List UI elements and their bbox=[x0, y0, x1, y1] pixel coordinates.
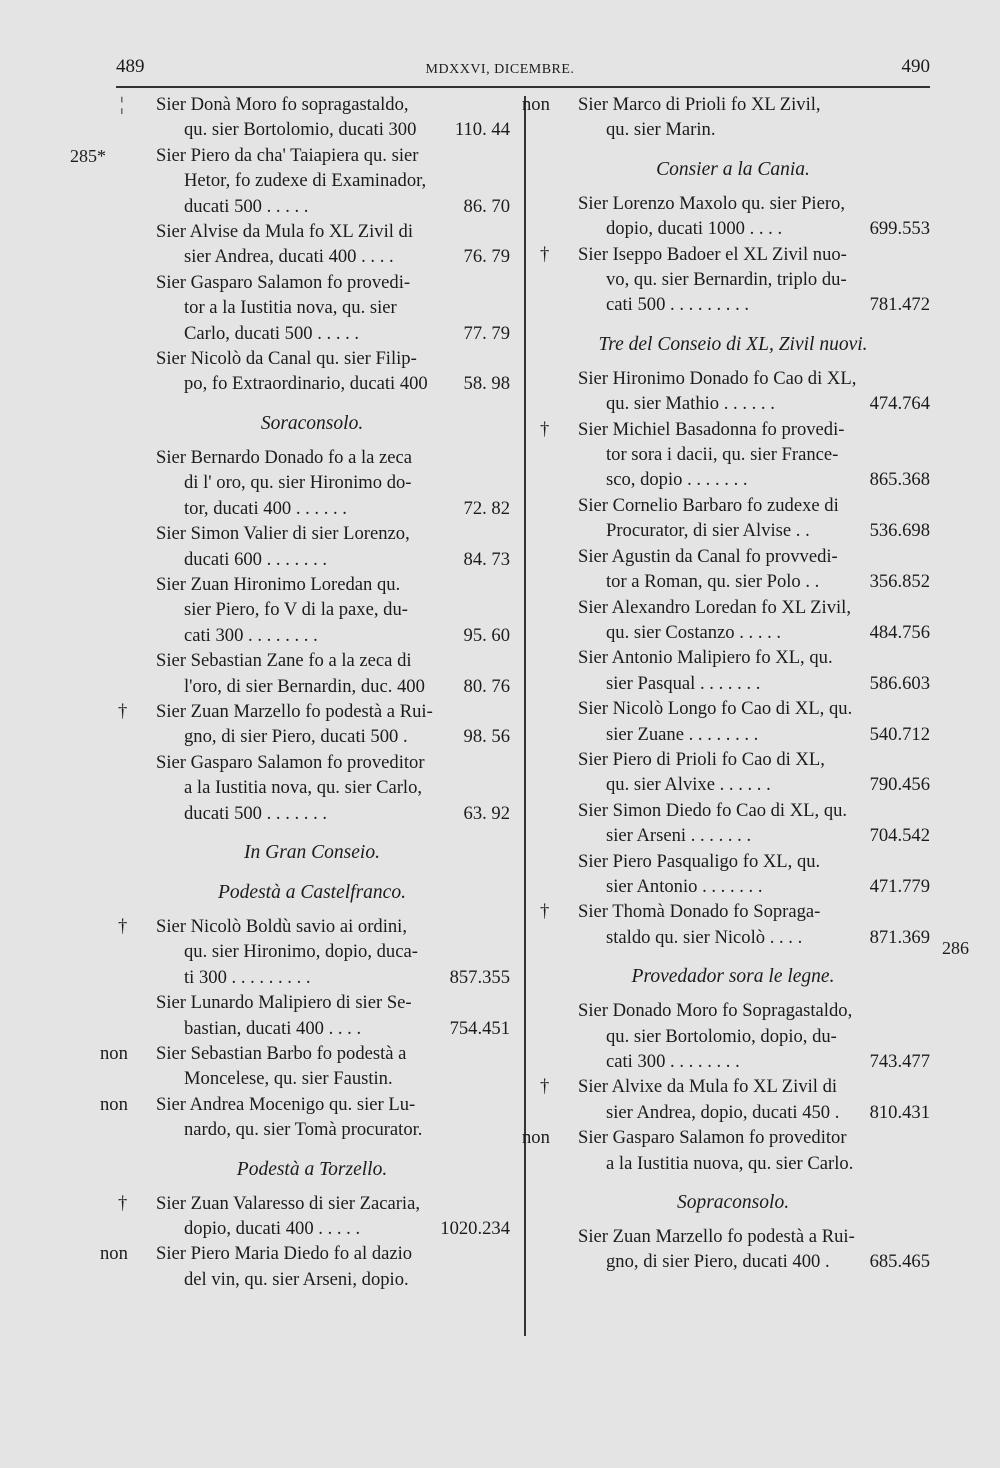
entry-text: Sier Agustin da Canal fo provvedi- bbox=[578, 545, 838, 567]
right-margin-number: 286 bbox=[942, 938, 969, 958]
ballot-entry bbox=[536, 899, 930, 950]
entry-text: sier Antonio . . . . . . . bbox=[606, 875, 763, 897]
ballot-entry bbox=[536, 645, 930, 696]
ballot-entry bbox=[114, 914, 510, 990]
ballot-entry bbox=[114, 521, 510, 572]
entry-text: dopio, ducati 400 . . . . . bbox=[184, 1218, 361, 1240]
entry-mark: † bbox=[540, 901, 550, 923]
entry-text: sier Pasqual . . . . . . . bbox=[606, 672, 761, 694]
section-heading: Podestà a Castelfranco. bbox=[218, 881, 406, 903]
entry-mark: non bbox=[522, 1127, 550, 1149]
entry-text: qu. sier Costanzo . . . . . bbox=[606, 621, 782, 643]
ballot-entry bbox=[114, 270, 510, 346]
vote-value: 540.712 bbox=[869, 723, 930, 745]
entry-text: Sier Piero Maria Diedo fo al dazio bbox=[156, 1243, 413, 1265]
ballot-entry bbox=[100, 1092, 510, 1143]
vote-value: 685.465 bbox=[869, 1251, 930, 1273]
left-column bbox=[100, 92, 510, 1292]
entry-text: gno, di sier Piero, ducati 400 . bbox=[606, 1251, 830, 1273]
ballot-entry bbox=[536, 696, 930, 747]
entry-text: Sier Gasparo Salamon fo proveditor bbox=[156, 751, 425, 773]
ballot-entry bbox=[536, 1074, 930, 1125]
entry-text: tor a Roman, qu. sier Polo . . bbox=[606, 571, 820, 593]
section-heading: In Gran Conseio. bbox=[244, 841, 380, 863]
ballot-entry bbox=[114, 990, 510, 1041]
header-rule bbox=[116, 86, 930, 88]
vote-value: 58. 98 bbox=[463, 373, 510, 395]
vote-value: 84. 73 bbox=[463, 548, 510, 570]
vote-value: 810.431 bbox=[869, 1101, 930, 1123]
ballot-entry bbox=[536, 417, 930, 493]
vote-value: 743.477 bbox=[869, 1051, 930, 1072]
entry-text: ducati 600 . . . . . . . bbox=[184, 548, 328, 570]
section-heading: Sopraconsolo. bbox=[676, 1192, 790, 1214]
vote-value: 86. 70 bbox=[463, 195, 510, 217]
entry-text: Sier Marco di Prioli fo XL Zivil, bbox=[578, 94, 821, 115]
vote-value: 484.756 bbox=[869, 621, 930, 643]
entry-text: ducati 500 . . . . . . . bbox=[184, 802, 328, 824]
entry-text: Sier Thomà Donado fo Sopraga- bbox=[578, 901, 821, 923]
entry-text: Sier Zuan Marzello fo podestà a Rui- bbox=[578, 1226, 855, 1248]
section-heading: Podestà a Torzello. bbox=[236, 1158, 388, 1180]
entry-mark: ¦ bbox=[120, 94, 124, 115]
entry-mark: † bbox=[118, 1192, 128, 1214]
ballot-entry bbox=[536, 493, 930, 544]
entry-text: Sier Alexandro Loredan fo XL Zivil, bbox=[578, 596, 851, 618]
entry-text: qu. sier Marin. bbox=[606, 119, 716, 141]
ballot-entry bbox=[114, 346, 510, 397]
vote-value: 110. 44 bbox=[454, 119, 510, 141]
entry-mark: non bbox=[100, 1043, 128, 1064]
entry-text: qu. sier Hironimo, dopio, duca- bbox=[184, 941, 418, 963]
vote-value: 63. 92 bbox=[463, 802, 510, 824]
entry-text: di l' oro, qu. sier Hironimo do- bbox=[184, 472, 412, 494]
entry-mark: † bbox=[540, 1076, 550, 1098]
entry-text: tor, ducati 400 . . . . . . bbox=[184, 497, 347, 519]
entry-text: Sier Zuan Hironimo Loredan qu. bbox=[156, 573, 401, 595]
entry-text: sier Arseni . . . . . . . bbox=[606, 825, 752, 847]
ballot-entry bbox=[100, 1241, 510, 1292]
ballot-entry bbox=[536, 1224, 930, 1275]
vote-value: 77. 79 bbox=[463, 322, 510, 344]
vote-value: 536.698 bbox=[869, 520, 930, 542]
entry-text: staldo qu. sier Nicolò . . . . bbox=[606, 926, 803, 948]
entry-text: Sier Piero da cha' Taiapiera qu. sier bbox=[156, 144, 419, 166]
ballot-entry bbox=[114, 92, 510, 143]
entry-text: cati 300 . . . . . . . . bbox=[184, 624, 318, 646]
entry-text: Sier Simon Diedo fo Cao di XL, qu. bbox=[578, 799, 848, 821]
entry-text: Sier Zuan Valaresso di sier Zacaria, bbox=[156, 1192, 420, 1214]
ballot-entry bbox=[114, 1191, 510, 1242]
ballot-entry bbox=[522, 92, 930, 143]
ballot-entry bbox=[100, 1041, 510, 1092]
entry-text: Sier Iseppo Badoer el XL Zivil nuo- bbox=[578, 243, 847, 265]
entry-text: ti 300 . . . . . . . . . bbox=[184, 966, 311, 988]
entry-text: Sier Sebastian Barbo fo podestà a bbox=[156, 1043, 407, 1064]
ballot-entry bbox=[536, 998, 930, 1074]
entry-text: Sier Michiel Basadonna fo provedi- bbox=[578, 418, 845, 440]
entry-text: Sier Donado Moro fo Sopragastaldo, bbox=[578, 1000, 853, 1022]
entry-text: Procurator, di sier Alvise . . bbox=[606, 520, 810, 542]
entry-text: Sier Bernardo Donado fo a la zeca bbox=[156, 446, 413, 468]
vote-value: 72. 82 bbox=[463, 497, 510, 519]
ballot-entry bbox=[114, 219, 510, 270]
ballot-entry bbox=[536, 366, 930, 417]
entry-text: Sier Andrea Mocenigo qu. sier Lu- bbox=[156, 1093, 416, 1115]
left-page-number: 489 bbox=[116, 56, 145, 77]
ballot-entry bbox=[114, 572, 510, 648]
entry-text: sier Andrea, ducati 400 . . . . bbox=[184, 246, 394, 268]
left-margin-number: 285* bbox=[70, 146, 106, 166]
entry-text: sier Zuane . . . . . . . . bbox=[606, 723, 759, 745]
entry-mark: non bbox=[100, 1243, 128, 1265]
entry-text: Sier Zuan Marzello fo podestà a Rui- bbox=[156, 700, 433, 722]
entry-mark: non bbox=[100, 1093, 128, 1115]
ballot-entry bbox=[114, 445, 510, 521]
entry-text: Sier Piero di Prioli fo Cao di XL, bbox=[578, 748, 825, 770]
right-column bbox=[522, 92, 930, 1275]
vote-value: 474.764 bbox=[869, 393, 930, 415]
entry-text: l'oro, di sier Bernardin, duc. 400 bbox=[184, 675, 425, 697]
ballot-entry bbox=[522, 1125, 930, 1176]
ballot-entry bbox=[536, 849, 930, 900]
vote-value: 95. 60 bbox=[463, 624, 510, 646]
right-page-number: 490 bbox=[901, 56, 930, 77]
entry-text: Sier Lunardo Malipiero di sier Se- bbox=[156, 992, 412, 1014]
entry-text: sco, dopio . . . . . . . bbox=[606, 469, 748, 491]
ballot-entry bbox=[536, 798, 930, 849]
ballot-entry bbox=[114, 699, 510, 750]
vote-value: 754.451 bbox=[449, 1017, 510, 1039]
vote-value: 76. 79 bbox=[463, 246, 510, 268]
running-header: MDXXVI, DICEMBRE. bbox=[425, 62, 575, 77]
entry-mark: † bbox=[540, 418, 550, 440]
vote-value: 1020.234 bbox=[440, 1218, 510, 1240]
vote-value: 471.779 bbox=[869, 875, 930, 897]
entry-text: Carlo, ducati 500 . . . . . bbox=[184, 322, 360, 344]
entry-text: del vin, qu. sier Arseni, dopio. bbox=[184, 1268, 409, 1290]
entry-mark: † bbox=[118, 700, 128, 722]
vote-value: 781.472 bbox=[869, 294, 930, 316]
vote-value: 356.852 bbox=[869, 571, 930, 593]
section-heading: Provedador sora le legne. bbox=[631, 966, 835, 988]
entry-text: Sier Gasparo Salamon fo proveditor bbox=[578, 1127, 847, 1149]
entry-text: Sier Cornelio Barbaro fo zudexe di bbox=[578, 494, 839, 516]
entry-text: Sier Nicolò Longo fo Cao di XL, qu. bbox=[578, 698, 853, 720]
ballot-entry bbox=[536, 191, 930, 242]
vote-value: 857.355 bbox=[449, 966, 510, 988]
entry-text: Sier Nicolò da Canal qu. sier Filip- bbox=[156, 348, 417, 370]
entry-text: gno, di sier Piero, ducati 500 . bbox=[184, 726, 408, 748]
vote-value: 586.603 bbox=[869, 672, 930, 694]
entry-text: Sier Lorenzo Maxolo qu. sier Piero, bbox=[578, 192, 845, 214]
entry-mark: † bbox=[118, 915, 128, 937]
entry-text: Moncelese, qu. sier Faustin. bbox=[184, 1068, 393, 1090]
entry-text: sier Andrea, dopio, ducati 450 . bbox=[606, 1101, 840, 1123]
entry-text: sier Piero, fo V di la paxe, du- bbox=[184, 599, 408, 621]
entry-text: a la Iustitia nova, qu. sier Carlo, bbox=[184, 777, 423, 799]
entry-mark: † bbox=[540, 243, 550, 265]
entry-text: qu. sier Alvixe . . . . . . bbox=[606, 774, 771, 796]
entry-text: qu. sier Bortolomio, ducati 300 bbox=[184, 119, 417, 141]
entry-text: qu. sier Bortolomio, dopio, du- bbox=[606, 1025, 837, 1047]
entry-text: nardo, qu. sier Tomà procurator. bbox=[184, 1119, 423, 1141]
section-heading: Tre del Conseio di XL, Zivil nuovi. bbox=[598, 333, 868, 355]
entry-text: Sier Donà Moro fo sopragastaldo, bbox=[156, 94, 409, 115]
entry-text: Hetor, fo zudexe di Examinador, bbox=[184, 170, 427, 192]
entry-text: Sier Antonio Malipiero fo XL, qu. bbox=[578, 647, 833, 669]
vote-value: 790.456 bbox=[869, 774, 930, 796]
entry-text: Sier Alvise da Mula fo XL Zivil di bbox=[156, 221, 414, 243]
entry-text: Sier Simon Valier di sier Lorenzo, bbox=[156, 523, 410, 545]
ballot-entry bbox=[536, 544, 930, 595]
vote-value: 699.553 bbox=[869, 218, 930, 240]
entry-text: Sier Sebastian Zane fo a la zeca di bbox=[156, 650, 412, 672]
entry-text: bastian, ducati 400 . . . . bbox=[184, 1017, 362, 1039]
vote-value: 871.369 bbox=[869, 926, 930, 948]
vote-value: 704.542 bbox=[869, 825, 930, 847]
ballot-entry bbox=[536, 242, 930, 318]
entry-text: vo, qu. sier Bernardin, triplo du- bbox=[606, 269, 847, 291]
section-heading: Soraconsolo. bbox=[260, 412, 364, 434]
ballot-entry bbox=[114, 648, 510, 699]
entry-text: a la Iustitia nuova, qu. sier Carlo. bbox=[606, 1152, 854, 1174]
entry-text: po, fo Extraordinario, ducati 400 bbox=[184, 373, 428, 395]
vote-value: 865.368 bbox=[869, 469, 930, 491]
entry-text: cati 300 . . . . . . . . bbox=[606, 1051, 740, 1072]
vote-value: 98. 56 bbox=[463, 726, 510, 748]
ballot-entry bbox=[536, 747, 930, 798]
entry-text: tor sora i dacii, qu. sier France- bbox=[606, 444, 839, 466]
section-heading: Consier a la Cania. bbox=[656, 158, 810, 180]
entry-text: Sier Hironimo Donado fo Cao di XL, bbox=[578, 367, 857, 389]
entry-text: tor a la Iustitia nova, qu. sier bbox=[184, 297, 397, 319]
entry-text: Sier Nicolò Boldù savio ai ordini, bbox=[156, 915, 407, 937]
entry-text: qu. sier Mathio . . . . . . bbox=[606, 393, 775, 415]
ballot-entry bbox=[114, 750, 510, 826]
entry-text: Sier Piero Pasqualigo fo XL, qu. bbox=[578, 850, 821, 872]
entry-text: cati 500 . . . . . . . . . bbox=[606, 294, 750, 316]
entry-text: dopio, ducati 1000 . . . . bbox=[606, 218, 783, 240]
ballot-entry bbox=[114, 143, 510, 219]
entry-text: Sier Gasparo Salamon fo provedi- bbox=[156, 271, 411, 293]
vote-value: 80. 76 bbox=[463, 675, 510, 697]
entry-mark: non bbox=[522, 94, 550, 115]
entry-text: ducati 500 . . . . . bbox=[184, 195, 309, 217]
entry-text: Sier Alvixe da Mula fo XL Zivil di bbox=[578, 1076, 838, 1098]
ballot-entry bbox=[536, 595, 930, 646]
